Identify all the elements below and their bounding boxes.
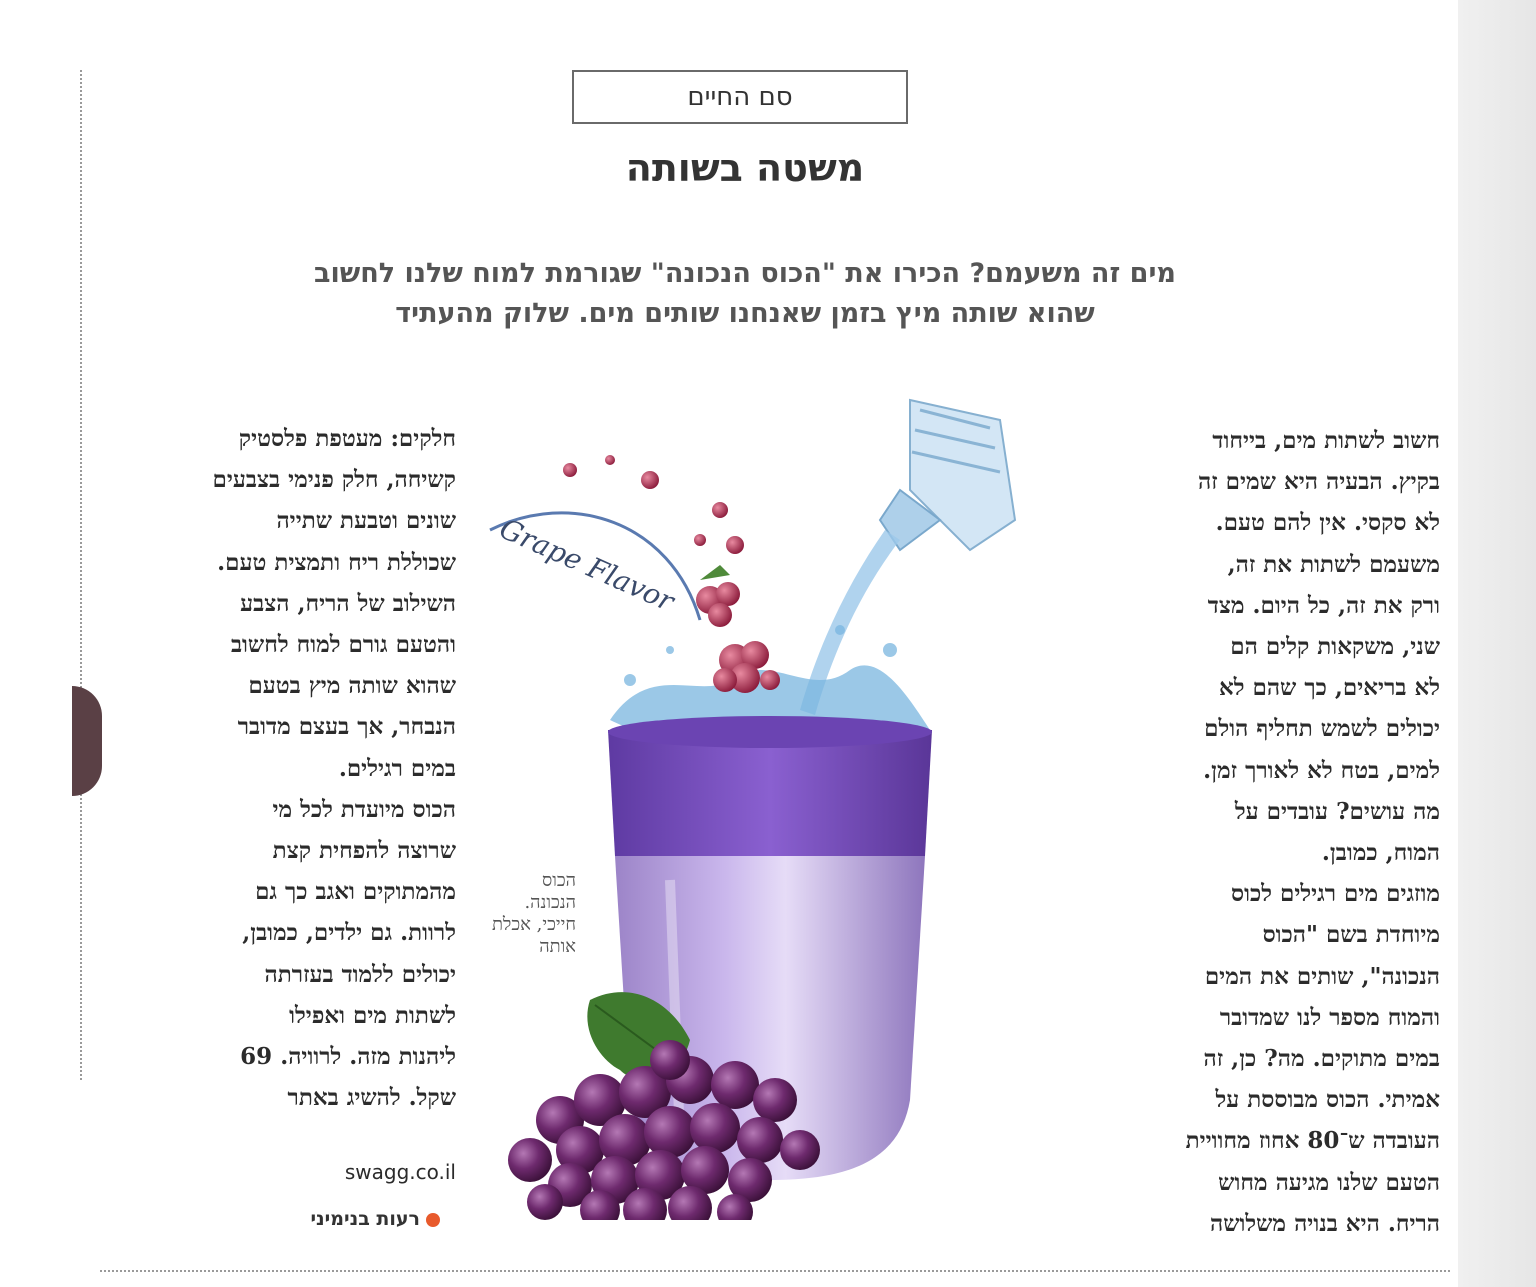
body-line: לא בריאים, כך שהם לא xyxy=(1218,674,1440,702)
body-line: מוזגים מים רגילים לכוס xyxy=(1231,880,1440,908)
body-line: קשיחה, חלק פנימי בצבעים xyxy=(212,466,456,494)
body-line: לרוות. גם ילדים, כמובן, xyxy=(242,919,456,947)
body-line: מה עושים? עובדים על xyxy=(1234,797,1440,825)
body-line: מיוחדת בשם "הכוס xyxy=(1262,921,1440,949)
body-line: הריח. היא בנויה משלושה xyxy=(1209,1209,1440,1237)
article-headline: משטה בשותה xyxy=(625,146,865,190)
body-line: למים, בטח לא לאורך זמן. xyxy=(1203,756,1440,784)
body-line: המוח, כמובן. xyxy=(1321,839,1440,867)
body-line: השילוב של הריח, הצבע xyxy=(240,589,456,617)
credit-dot-icon xyxy=(426,1213,440,1227)
body-line: במים מתוקים. מה? כן, זה xyxy=(1203,1045,1440,1073)
body-line: שונים וטבעת שתייה xyxy=(276,507,456,535)
body-line: שרוצה להפחית קצת xyxy=(272,837,456,865)
author-name: רעות בנימיני xyxy=(310,1208,420,1230)
body-line: והמוח מספר לנו שמדובר xyxy=(1219,1003,1440,1031)
cup-rim-band xyxy=(608,730,932,856)
body-line: אמיתי. הכוס מבוססת על xyxy=(1215,1086,1440,1114)
caption-line: הנכונה. xyxy=(524,892,576,913)
source-url: swagg.co.il xyxy=(344,1160,456,1185)
caption-line: אותה xyxy=(539,936,576,957)
body-column-left xyxy=(100,418,456,1194)
body-line: משעמם לשתות את זה, xyxy=(1227,550,1440,578)
section-kicker-label: סם החיים xyxy=(687,82,793,112)
body-line: חלקים: מעטפת פלסטיק xyxy=(238,425,456,452)
body-line: ורק את זה, כל היום. מצד xyxy=(1207,591,1440,619)
author-credit xyxy=(240,1208,440,1230)
body-line: הנבחר, אך בעצם מדובר xyxy=(237,713,456,741)
body-line: הטעם שלנו מגיעה מחוש xyxy=(1218,1168,1440,1196)
body-line: חשוב לשתות מים, בייחוד xyxy=(1212,427,1440,454)
body-line: בקיץ. הבעיה היא שמים זה xyxy=(1197,468,1440,496)
body-line: במים רגילים. xyxy=(338,754,456,782)
lede-line: שהוא שותה מיץ בזמן שאנחנו שותים מים. שלוק מהעתיד xyxy=(395,298,1095,329)
page-border-left xyxy=(80,70,82,1080)
lede-line: מים זה משעמם? הכירו את "הכוס הנכונה" שגורמת למוח שלנו לחשוב xyxy=(314,258,1176,289)
body-line: שקל. להשיג באתר xyxy=(287,1084,456,1112)
page-edge-shadow xyxy=(1458,0,1536,1287)
body-line: יכולים לשמש תחליף הולם xyxy=(1204,715,1440,743)
body-line: יכולים ללמוד בעזרתה xyxy=(264,960,456,988)
body-line: העובדה ש־80 אחוז מחוויית xyxy=(1185,1127,1440,1155)
page-border-bottom xyxy=(100,1270,1450,1272)
body-line: לא סקסי. אין להם טעם. xyxy=(1215,509,1440,537)
body-line: הנכונה", שותים את המים xyxy=(1204,962,1440,990)
body-line: לשתות מים ואפילו xyxy=(289,1001,456,1029)
caption-line: הכוס xyxy=(542,870,576,891)
body-column-right xyxy=(1040,420,1440,1244)
body-line: שכוללת ריח ותמצית טעם. xyxy=(217,548,456,576)
body-line: שני, משקאות קלים הם xyxy=(1230,633,1440,661)
product-photo xyxy=(470,380,1030,1220)
water-bottle xyxy=(880,400,1015,550)
grape-flavor-label: Grape Flavor xyxy=(494,511,679,618)
caption-line: חייכי, אכלת xyxy=(491,914,576,935)
body-line: שהוא שותה מיץ בטעם xyxy=(248,672,456,700)
body-line: מהמתוקים ואגב כך גם xyxy=(255,878,456,906)
section-kicker xyxy=(572,70,908,124)
body-line: ליהנות מזה. לרוויה. 69 xyxy=(240,1043,456,1071)
page-tab-marker xyxy=(72,686,102,796)
body-line: והטעם גורם למוח לחשוב xyxy=(230,631,456,659)
body-line: הכוס מיועדת לכל מי xyxy=(272,795,456,823)
article-lede xyxy=(240,254,1250,334)
photo-caption xyxy=(486,870,576,958)
cup-rim xyxy=(608,716,932,748)
